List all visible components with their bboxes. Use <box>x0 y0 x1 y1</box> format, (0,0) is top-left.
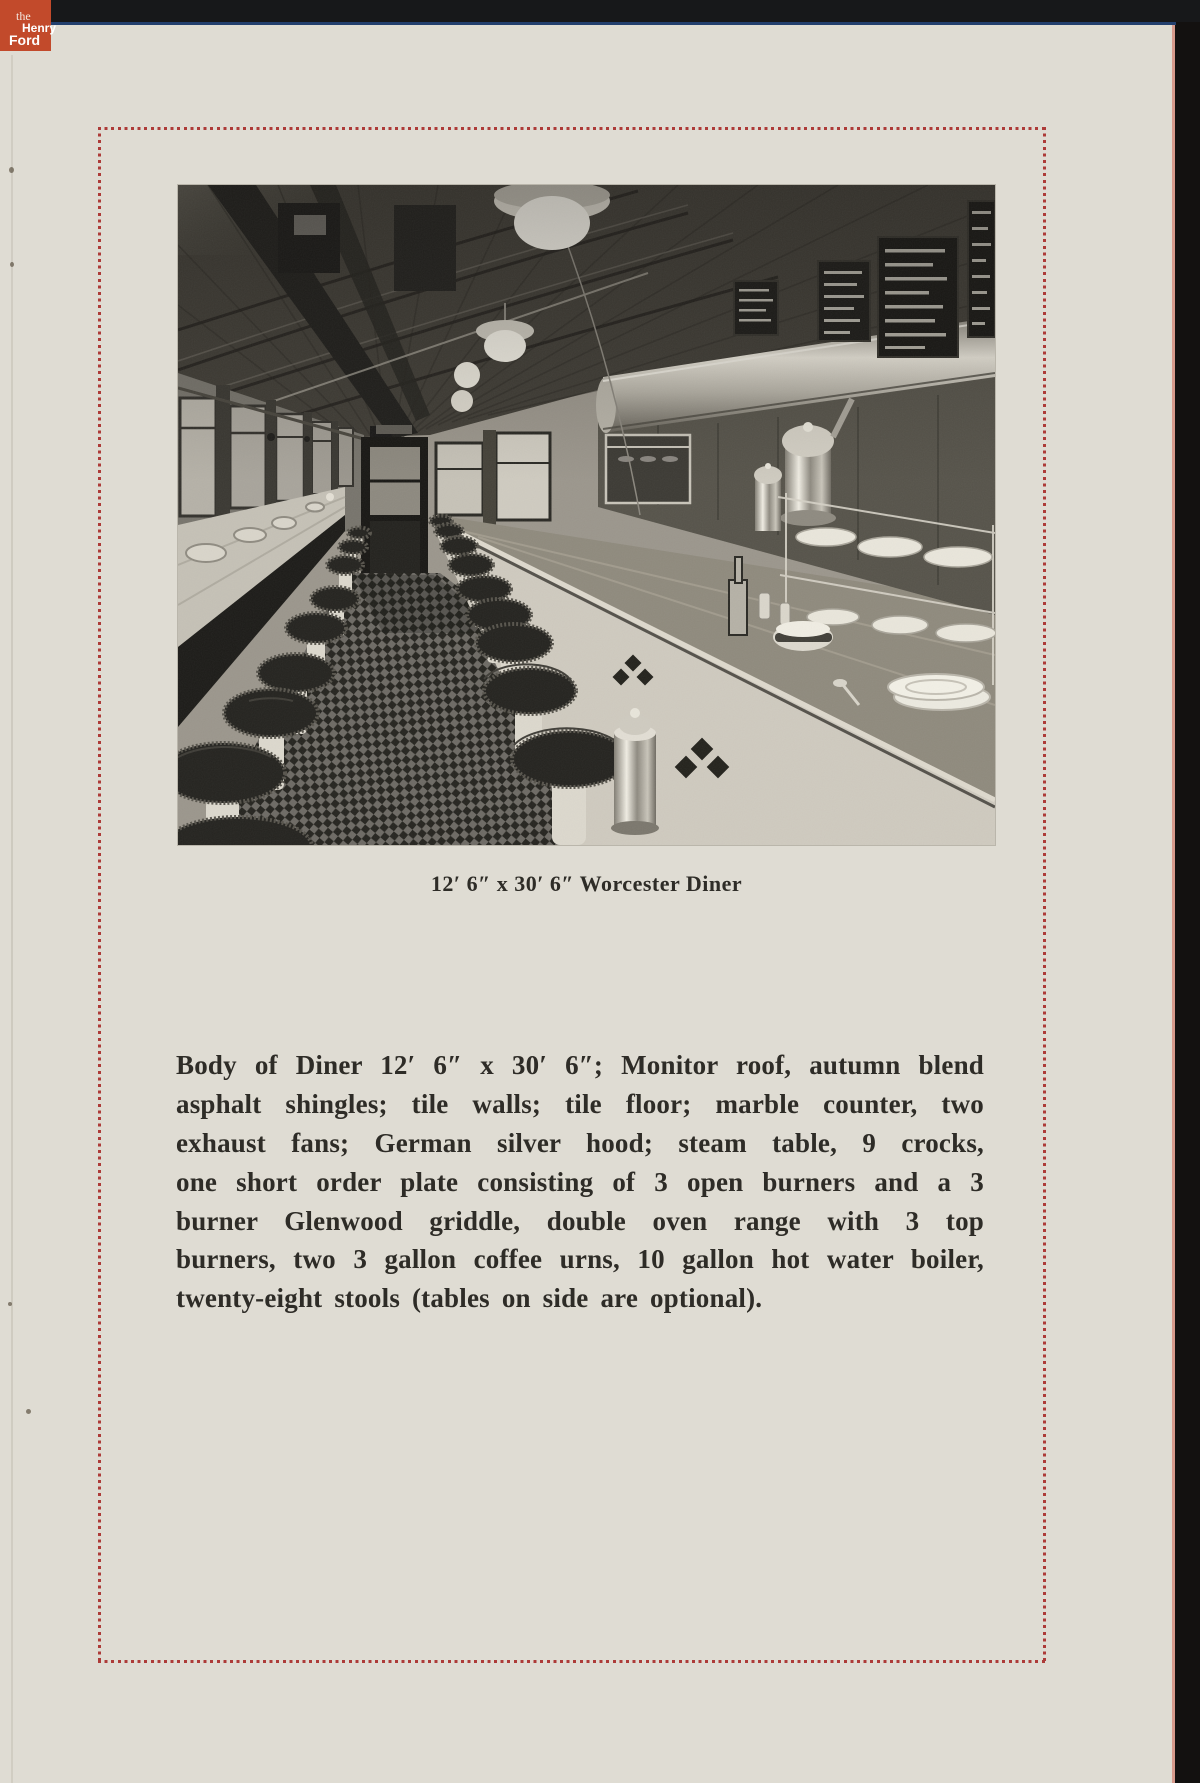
dotted-border-right <box>1043 127 1046 1663</box>
logo-the: the <box>16 9 31 23</box>
scan-speck <box>26 1409 31 1414</box>
diner-photo-illustration <box>178 185 995 845</box>
body-text <box>176 1046 984 1318</box>
scan-top-edge <box>0 0 1200 22</box>
logo-henry: Henry <box>22 21 57 35</box>
body-text-line: burner Glenwood griddle, double oven range with 3 top <box>176 1205 984 1236</box>
scan-speck <box>9 167 14 173</box>
body-text-line: asphalt shingles; tile walls; tile floor; marble counter, two <box>176 1088 984 1119</box>
page-edge-highlight <box>1172 25 1175 1783</box>
body-text-line: Body of Diner 12′ 6″ x 30′ 6″; Monitor roof, autumn blend <box>176 1050 984 1080</box>
scan-speck <box>8 1302 12 1306</box>
body-text-line: burners, two 3 gallon coffee urns, 10 gallon hot water boiler, <box>176 1244 984 1275</box>
page-gutter-crease <box>11 55 13 1783</box>
scan-speck <box>10 262 14 267</box>
dotted-border-bottom <box>98 1660 1046 1663</box>
body-text-line: exhaust fans; German silver hood; steam table, 9 crocks, <box>176 1127 984 1158</box>
catalog-page <box>0 25 1175 1783</box>
logo-ford: Ford <box>9 32 41 48</box>
worcester-diner-interior-photo <box>178 185 995 845</box>
body-text-line: twenty-eight stools (tables on side are optional). <box>176 1283 763 1314</box>
photo-caption: 12′ 6″ x 30′ 6″ Worcester Diner <box>430 871 743 896</box>
henry-ford-logo <box>0 0 57 51</box>
dotted-border-left <box>98 127 101 1663</box>
dotted-border-top <box>98 127 1046 130</box>
body-text-line: one short order plate consisting of 3 open burners and a 3 <box>176 1166 984 1197</box>
